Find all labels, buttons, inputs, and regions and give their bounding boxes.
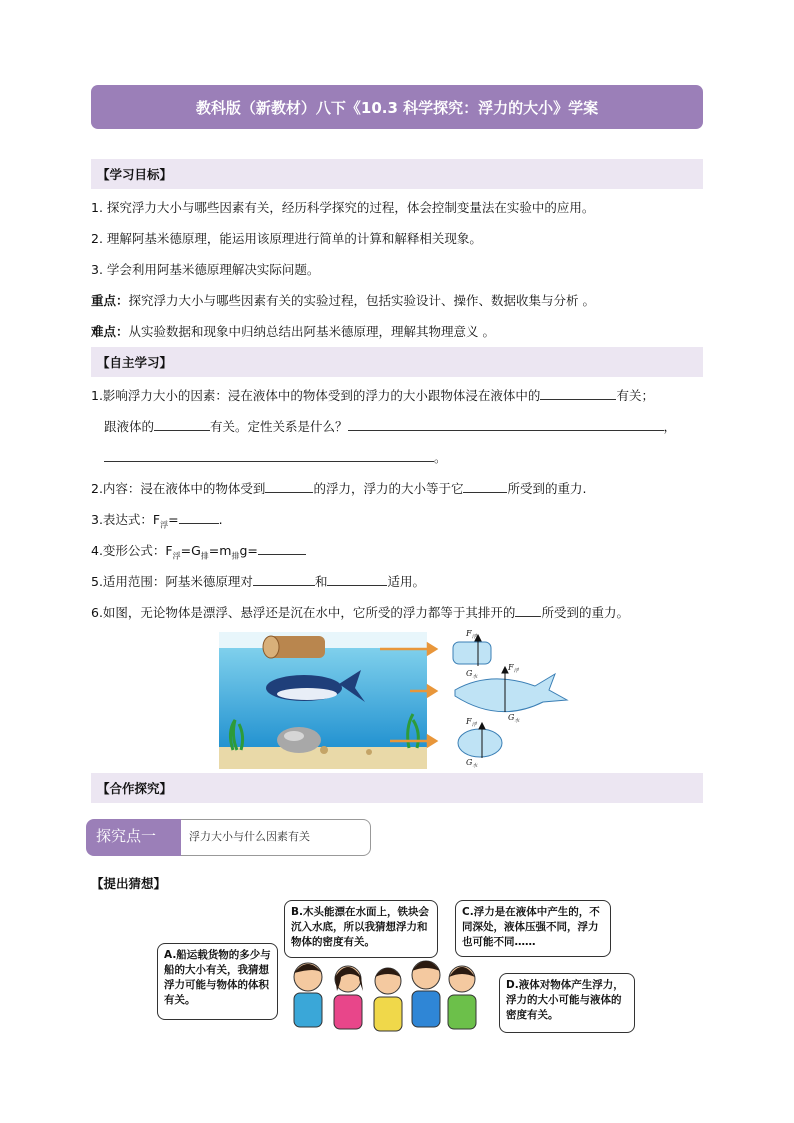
q1-blank-1[interactable] (540, 386, 616, 400)
question-2 (91, 479, 586, 498)
rock-icon (277, 727, 321, 753)
goal-1: 1. 探究浮力大小与哪些因素有关，经历科学探究的过程，体会控制变量法在实验中的应用。 (91, 200, 595, 215)
label-g-1: $G_水$ (466, 669, 478, 680)
q2-text-c: 所受到的重力. (507, 481, 587, 496)
label-g-3: $G_水$ (466, 758, 478, 768)
q1-text-e: ， (663, 419, 677, 434)
diff-label: 难点： (91, 324, 129, 339)
label-f-2: $F_浮$ (508, 663, 519, 674)
water-rock-shape (458, 729, 502, 757)
label-g-2: $G_水$ (508, 713, 520, 724)
explore-point-tag: 探究点一 (86, 819, 181, 856)
label-f-3: $F_浮$ (466, 717, 477, 728)
key-text: 探究浮力大小与哪些因素有关的实验过程，包括实验设计、操作、数据收集与分析 。 (128, 293, 595, 308)
q2-text-b: 的浮力，浮力的大小等于它 (313, 481, 464, 496)
q1-text-f: 。 (434, 450, 447, 465)
q4-sub-2: 排 (200, 551, 209, 561)
student-icon (334, 966, 363, 1029)
q4-text-b: =G (180, 543, 201, 558)
q3-text-b: = (168, 512, 179, 527)
page-title: 教科版（新教材）八下《10.3 科学探究：浮力的大小》学案 (91, 85, 703, 129)
question-6 (91, 603, 629, 622)
student-icon (294, 963, 322, 1027)
q3-text-c: . (218, 512, 223, 527)
arrows (380, 640, 440, 750)
key-point (91, 292, 595, 310)
q5-text-b: 和 (314, 574, 328, 589)
bubble-d: D.液体对物体产生浮力，浮力的大小可能与液体的密度有关。 (499, 973, 635, 1033)
bubble-c: C.浮力是在液体中产生的，不同深处，液体压强不同，浮力也可能不同…… (455, 900, 611, 957)
q1-text-d: 有关。定性关系是什么？ (210, 419, 348, 434)
diff-text: 从实验数据和现象中归纳总结出阿基米德原理，理解其物理意义 。 (128, 324, 495, 339)
q5-text-c: 适用。 (387, 574, 425, 589)
question-3 (91, 510, 223, 535)
displaced-water-diagram (450, 628, 580, 768)
water-log-shape (453, 642, 491, 664)
q1-blank-3[interactable] (348, 417, 664, 431)
q3-sub: 浮 (160, 520, 169, 530)
q1-text-b: 有关； (616, 388, 654, 403)
q5-text-a: 5.适用范围：阿基米德原理对 (91, 574, 253, 589)
arrow-head-icon (428, 644, 436, 654)
section-goals-header: 【学习目标】 (91, 159, 703, 189)
key-label: 重点： (91, 293, 129, 308)
section-coop-header: 【合作探究】 (91, 773, 703, 803)
explore-point-text: 浮力大小与什么因素有关 (181, 819, 371, 856)
question-1-line-1 (91, 386, 654, 405)
question-1-line-3 (104, 448, 447, 467)
section-self-study-header: 【自主学习】 (91, 347, 703, 377)
bubble-b: B.木头能漂在水面上，铁块会沉入水底，所以我猜想浮力和物体的密度有关。 (284, 900, 438, 958)
log-icon (263, 636, 325, 658)
q2-text-a: 2.内容：浸在液体中的物体受到 (91, 481, 266, 496)
q6-text-b: 所受到的重力。 (541, 605, 629, 620)
arrow-head-icon (428, 686, 436, 696)
q1-blank-4[interactable] (104, 448, 434, 462)
q5-blank-1[interactable] (253, 572, 315, 586)
q4-sub-1: 浮 (172, 551, 181, 561)
goal-2: 2. 理解阿基米德原理，能运用该原理进行简单的计算和解释相关现象。 (91, 231, 482, 246)
q1-text-c: 跟液体的 (104, 419, 155, 434)
q4-sub-3: 排 (231, 551, 240, 561)
question-4 (91, 541, 306, 566)
bubble-a: A.船运载货物的多少与船的大小有关，我猜想浮力可能与物体的体积有关。 (157, 943, 278, 1020)
q4-text-d: g= (239, 543, 258, 558)
q3-blank[interactable] (179, 510, 219, 524)
q6-text-a: 6.如图，无论物体是漂浮、悬浮还是沉在水中，它所受的浮力都等于其排开的 (91, 605, 516, 620)
question-5 (91, 572, 425, 591)
q4-text-c: =m (208, 543, 232, 558)
arrow-head-icon (428, 736, 436, 746)
q4-blank[interactable] (258, 541, 306, 555)
student-icon (412, 961, 440, 1027)
q6-blank[interactable] (515, 603, 541, 617)
q4-text-a: 4.变形公式：F (91, 543, 173, 558)
students-illustration (286, 955, 481, 1040)
difficult-point (91, 323, 495, 341)
q3-text-a: 3.表达式：F (91, 512, 161, 527)
q2-blank-1[interactable] (265, 479, 313, 493)
q1-blank-2[interactable] (154, 417, 210, 431)
q1-text-a: 1.影响浮力大小的因素：浸在液体中的物体受到的浮力的大小跟物体浸在液体中的 (91, 388, 541, 403)
goal-3: 3. 学会利用阿基米德原理解决实际问题。 (91, 262, 320, 277)
q5-blank-2[interactable] (327, 572, 387, 586)
guess-header: 【提出猜想】 (91, 876, 167, 891)
student-icon (374, 968, 402, 1031)
student-icon (448, 966, 476, 1029)
label-f-1: $F_浮$ (466, 629, 477, 640)
question-1-line-2 (104, 417, 676, 436)
q2-blank-2[interactable] (463, 479, 507, 493)
